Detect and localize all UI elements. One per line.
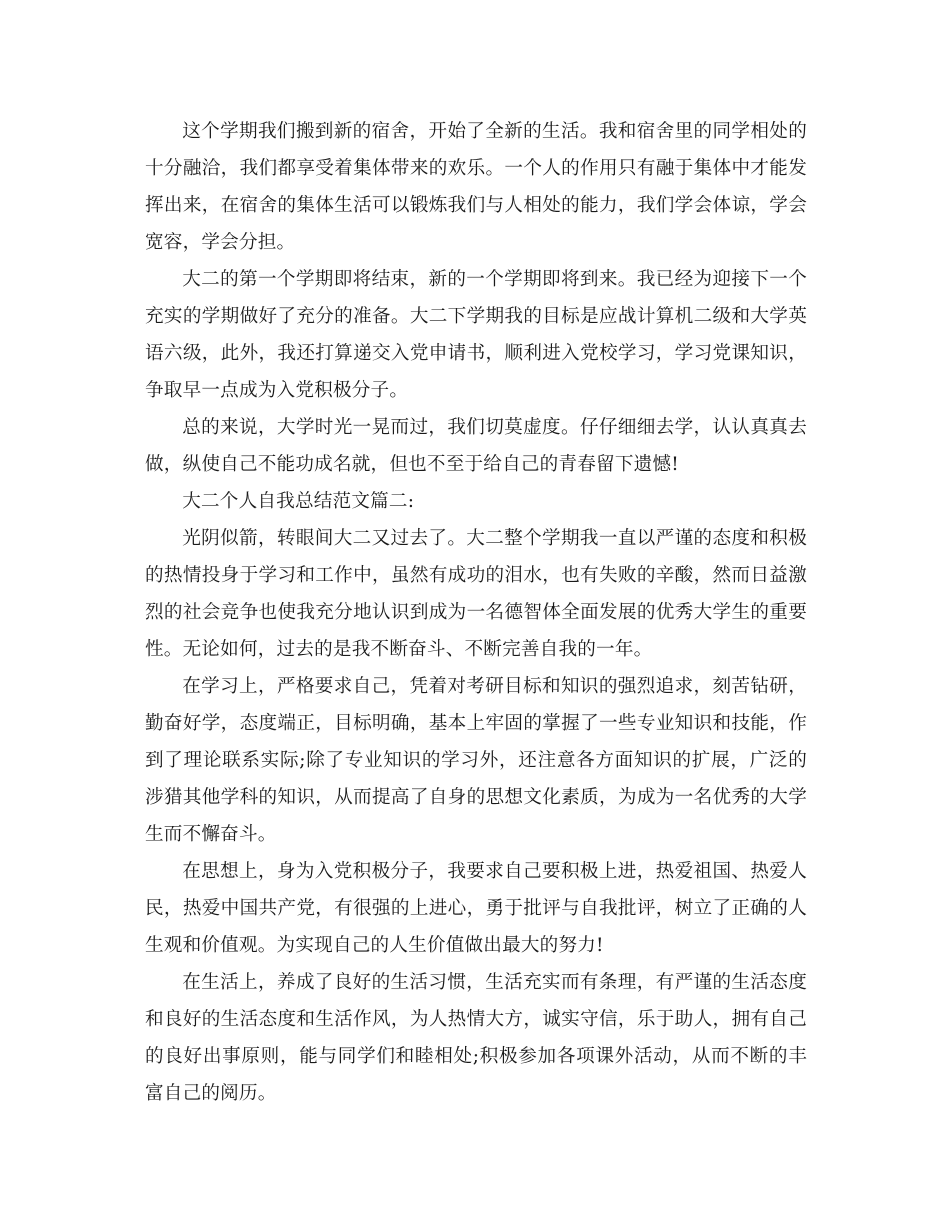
section-heading-part-two: 大二个人自我总结范文篇二: xyxy=(182,491,415,512)
paragraph-year-review: 光阴似箭，转眼间大二又过去了。大二整个学期我一直以严谨的态度和积极的热情投身于学习和工作中，虽然有成功的泪水，也有失败的辛酸，然而日益激烈的社会竞争也使我充分地认识到成为一名德智体全面发展的优秀大学生的重要性。无论如何，过去的是我不断奋斗、不断完善自我的一年。 xyxy=(145,528,807,660)
paragraph-ideology: 在思想上，身为入党积极分子，我要求自己要积极上进，热爱祖国、热爱人民，热爱中国共产党，有很强的上进心，勇于批评与自我批评，树立了正确的人生观和价值观。为实现自己的人生价值做出最大的努力! xyxy=(145,861,807,956)
document-body xyxy=(145,113,807,1112)
paragraph-next-semester-goals: 大二的第一个学期即将结束，新的一个学期即将到来。我已经为迎接下一个充实的学期做好了充分的准备。大二下学期我的目标是应战计算机二级和大学英语六级，此外，我还打算递交入党申请书，顺利进入党校学习，学习党课知识，争取早一点成为入党积极分子。 xyxy=(145,269,807,401)
paragraph-study: 在学习上，严格要求自己，凭着对考研目标和知识的强烈追求，刻苦钻研，勤奋好学，态度端正，目标明确，基本上牢固的掌握了一些专业知识和技能，作到了理论联系实际;除了专业知识的学习外，还注意各方面知识的扩展，广泛的涉猎其他学科的知识，从而提高了自身的思想文化素质，为成为一名优秀的大学生而不懈奋斗。 xyxy=(145,676,807,845)
paragraph-conclusion: 总的来说，大学时光一晃而过，我们切莫虚度。仔仔细细去学，认认真真去做，纵使自己不能功成名就，但也不至于给自己的青春留下遗憾! xyxy=(145,417,807,475)
paragraph-life: 在生活上，养成了良好的生活习惯，生活充实而有条理，有严谨的生活态度和良好的生活态度和生活作风，为人热情大方，诚实守信，乐于助人，拥有自己的良好出事原则，能与同学们和睦相处;积极参加各项课外活动，从而不断的丰富自己的阅历。 xyxy=(145,972,807,1104)
paragraph-dormitory-life: 这个学期我们搬到新的宿舍，开始了全新的生活。我和宿舍里的同学相处的十分融洽，我们都享受着集体带来的欢乐。一个人的作用只有融于集体中才能发挥出来，在宿舍的集体生活可以锻炼我们与人相处的能力，我们学会体谅，学会宽容，学会分担。 xyxy=(145,121,807,253)
